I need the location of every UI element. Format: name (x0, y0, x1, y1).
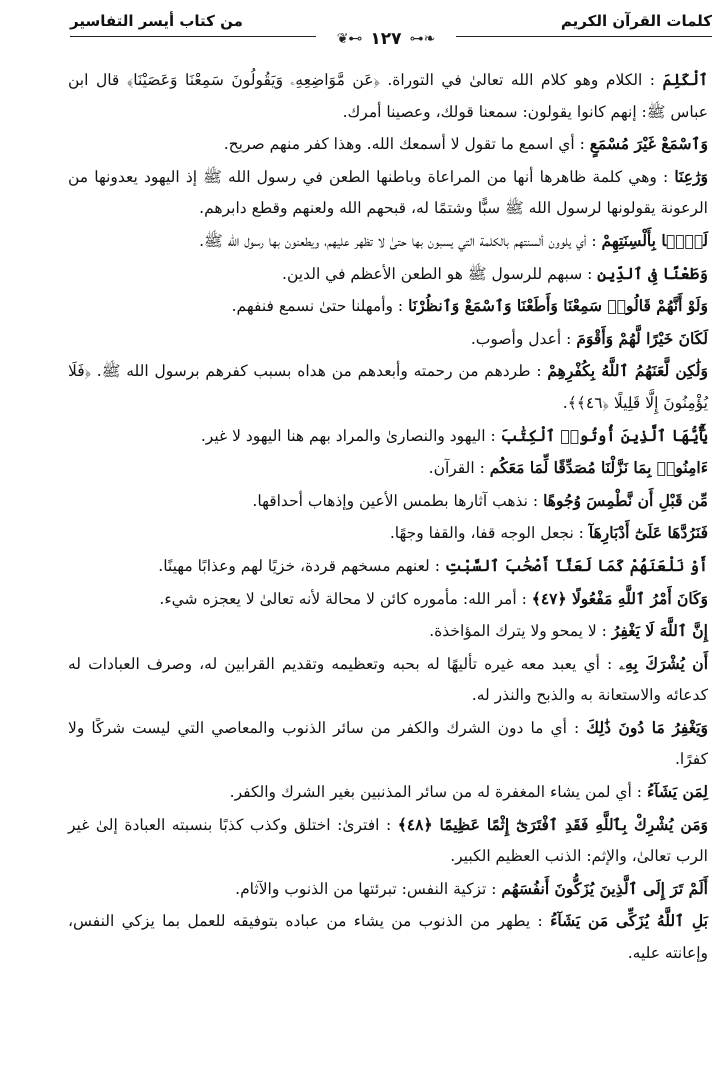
entry-text: : لعنهم مسخهم قردة، خزيًا لهم وعذابًا مهينًا. (158, 556, 440, 575)
page-number-ornament (316, 26, 456, 52)
header-title-left: من كتاب أيسر التفاسير (70, 12, 243, 30)
entry-term: لَيًّۢا بِأَلْسِنَتِهِمْ (601, 230, 708, 250)
page-number: ١٢٧ (370, 29, 402, 49)
entry-text: : أي يعبد معه غيره تأليهًا له بحبه وتعظيمه وتقديم القرابين له، وصرف العبادات له كدعائه والاستعانة به والذبح والنذر له. (68, 654, 708, 705)
entry-term: أَن يُشْرَكَ بِهِۦ (619, 653, 708, 673)
glossary-entry (68, 355, 708, 419)
glossary-entry (68, 290, 708, 323)
glossary-entry (68, 873, 708, 906)
glossary-entry (68, 485, 708, 518)
glossary-entry (68, 452, 708, 485)
glossary-entry (68, 225, 708, 258)
entry-text: : نجعل الوجه قفا، والقفا وجهًا. (389, 524, 584, 543)
entry-term: إِنَّ ٱللَّهَ لَا يَغْفِرُ (611, 621, 708, 641)
entry-term: وَرَٰعِنَا (674, 166, 708, 186)
entry-term: وَطَعْنًا فِى ٱلدِّينِ (597, 263, 708, 283)
entry-text: : أي يلوون ألسنتهم بالكلمة التي يسبون بها حتىٰ لا تظهر عليهم، ويطعنون بها رسول الله ﷺ. (199, 231, 597, 250)
glossary-entry (68, 583, 708, 616)
entry-text: : وأمهلنا حتىٰ نسمع فنفهم. (231, 297, 404, 316)
entry-term: وَيَغْفِرُ مَا دُونَ ذَٰلِكَ (586, 717, 708, 737)
entry-term: وَٱسْمَعْ غَيْرَ مُسْمَعٍ (589, 134, 708, 154)
entry-text: : اليهود والنصارىٰ والمراد بهم هنا اليهود لا غير. (200, 426, 496, 445)
entry-text: : وهي كلمة ظاهرها أنها من المراعاة وباطنها الطعن في رسول الله ﷺ إذ اليهود يعدونها من الرعونة يقولونها لرسول الله ﷺ سبًّا وشتمًا له، قبحهم الله ولعنهم وقطع دابرهم. (68, 167, 708, 218)
entry-term: وَلَٰكِن لَّعَنَهُمُ ٱللَّهُ بِكُفْرِهِمْ (547, 361, 708, 381)
entry-text: : الكلام وهو كلام الله تعالىٰ في التوراة. ﴿عَن مَّوَاضِعِهِۦ وَيَقُولُونَ سَمِعْنَا وَعَصَيْنَا﴾ قال ابن عباس ﷺ: إنهم كانوا يقولون: سمعنا قولك، وعصينا أمرك. (68, 71, 708, 121)
glossary-entry (68, 615, 708, 648)
entry-term: وَلَوْ أَنَّهُمْ قَالُوا۟ سَمِعْنَا وَأَطَعْنَا وَٱسْمَعْ وَٱنظُرْنَا (408, 296, 708, 316)
entry-text: : افترىٰ: اختلق وكذب كذبًا بنسبته العبادة إلىٰ غير الرب تعالىٰ، والإثم: الذنب العظيم الكبير. (68, 815, 708, 866)
entry-text: : تزكية النفس: تبرئتها من الذنوب والآثام. (235, 879, 497, 898)
glossary-entry (68, 648, 708, 712)
entry-term: أَوْ نَلْعَنَهُمْ كَمَا لَعَنَّآ أَصْحَٰبَ ٱلسَّبْتِ (444, 555, 708, 575)
glossary-entry (68, 517, 708, 550)
glossary-entry (68, 809, 708, 873)
entry-term: وَمَن يُشْرِكْ بِٱللَّهِ فَقَدِ ٱفْتَرَىٰٓ إِثْمًا عَظِيمًا ﴿٤٨﴾ (397, 814, 708, 834)
glossary-entry (68, 258, 708, 291)
glossary-entry (68, 161, 708, 225)
glossary-entry (68, 420, 708, 453)
entry-text: : أمر الله: مأموره كائن لا محالة لأنه تعالىٰ لا يعجزه شيء. (159, 589, 527, 608)
entry-text: : يطهر من الذنوب من يشاء من عباده بتوفيقه للعمل بما يزكي النفس، وإعانته عليه. (68, 912, 708, 963)
glossary-entry (68, 712, 708, 776)
entry-text: : أي ما دون الشرك والكفر من سائر الذنوب والمعاصي التي ليست شركًا ولا كفرًا. (68, 718, 708, 769)
header-title-right: كلمات القرآن الكريم (560, 12, 712, 30)
floral-ornament-icon: ❦⊷ (336, 31, 363, 47)
entry-text: : سبهم للرسول ﷺ هو الطعن الأعظم في الدين. (282, 264, 593, 283)
entry-text: : لا يمحو ولا يترك المؤاخذة. (429, 622, 607, 641)
entry-term: لَكَانَ خَيْرًا لَّهُمْ وَأَقْوَمَ (576, 328, 708, 348)
glossary-entry (68, 905, 708, 969)
entry-text: : طردهم من رحمته وأبعدهم من هداه بسبب كفرهم برسول الله ﷺ. ﴿فَلَا يُؤْمِنُونَ إِلَّا قَلِيلًا ﴿٤٦﴾﴾. (68, 362, 708, 412)
entry-term: يَٰٓأَيُّهَا ٱلَّذِينَ أُوتُوا۟ ٱلْكِتَٰبَ (500, 425, 708, 445)
glossary-entry (68, 323, 708, 356)
entry-term: ءَامِنُوا۟ بِمَا نَزَّلْنَا مُصَدِّقًا لِّمَا مَعَكُم (489, 458, 708, 478)
entry-term: ٱلْكَلِمَ (662, 70, 708, 89)
entry-term: بَلِ ٱللَّهُ يُزَكِّى مَن يَشَآءُ (550, 911, 708, 931)
entry-term: وَكَانَ أَمْرُ ٱللَّهِ مَفْعُولًا ﴿٤٧﴾ (531, 588, 708, 608)
entry-text: : أي لمن يشاء المغفرة له من سائر المذنبين بغير الشرك والكفر. (229, 783, 643, 802)
entry-text: : القرآن. (428, 459, 485, 478)
entry-text: : أي اسمع ما تقول لا أسمعك الله. وهذا كفر منهم صريح. (223, 135, 585, 154)
entry-text: : نذهب آثارها بطمس الأعين وإذهاب أحداقها. (252, 491, 539, 510)
glossary-entry (68, 776, 708, 809)
floral-ornament-icon: ⊶❧ (409, 31, 436, 47)
entry-term: أَلَمْ تَرَ إِلَى ٱلَّذِينَ يُزَكُّونَ أَنفُسَهُم (501, 878, 708, 898)
glossary-entry (68, 64, 708, 128)
entry-term: فَنَرُدَّهَا عَلَىٰٓ أَدْبَارِهَآ (588, 523, 708, 543)
entry-term: مِّن قَبْلِ أَن نَّطْمِسَ وُجُوهًا (543, 490, 708, 510)
entry-term: لِمَن يَشَآءُ (646, 782, 708, 802)
glossary-entry (68, 550, 708, 583)
glossary-body (68, 64, 708, 970)
entry-text: : أعدل وأصوب. (470, 329, 572, 348)
glossary-entry (68, 128, 708, 161)
